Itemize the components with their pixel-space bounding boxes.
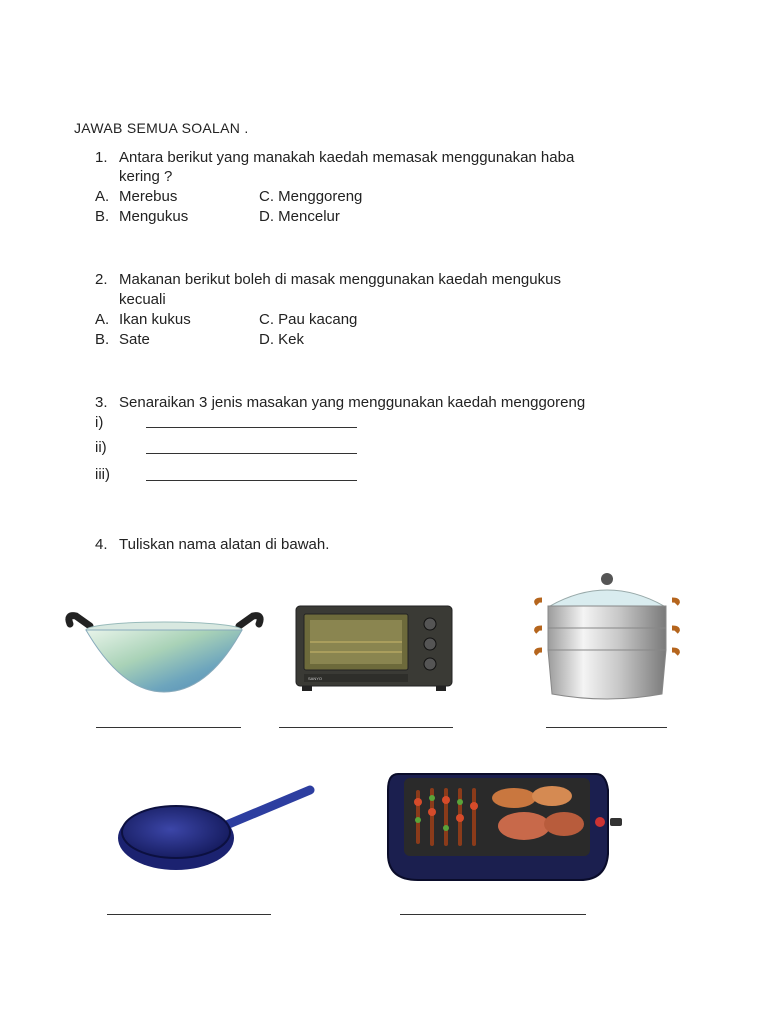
q2-option-b-letter: B. [95, 331, 110, 348]
q4-text: Tuliskan nama alatan di bawah. [119, 536, 330, 553]
q2-option-b: Sate [119, 331, 150, 348]
q1-option-d: D. Mencelur [259, 208, 340, 225]
electric-grill-image [384, 762, 624, 887]
frying-pan-answer-line[interactable] [107, 914, 271, 915]
q3-text: Senaraikan 3 jenis masakan yang menggunakan kaedah menggoreng [119, 394, 586, 411]
q2-option-a-letter: A. [95, 311, 110, 328]
wok-answer-line[interactable] [96, 727, 241, 728]
q1-text-line1: Antara berikut yang manakah kaedah memasak menggunakan haba [119, 149, 575, 166]
worksheet-heading: JAWAB SEMUA SOALAN . [74, 120, 249, 136]
q1-option-c: C. Menggoreng [259, 188, 363, 205]
frying-pan-image [112, 782, 322, 878]
q2-number: 2. [95, 271, 108, 288]
q3-answer-line-1[interactable] [146, 427, 357, 428]
oven-answer-line[interactable] [279, 727, 453, 728]
steamer-pot-image [532, 570, 682, 705]
q3-item-i: i) [95, 414, 104, 431]
q3-item-iii: iii) [95, 466, 110, 483]
q3-answer-line-3[interactable] [146, 480, 357, 481]
oven-brand-label: SANYO [308, 676, 323, 681]
wok-image [62, 600, 267, 700]
q4-number: 4. [95, 536, 108, 553]
q1-text-line2: kering ? [119, 168, 173, 185]
q2-option-c: C. Pau kacang [259, 311, 358, 328]
q2-text-line1: Makanan berikut boleh di masak menggunakan kaedah mengukus [119, 271, 561, 288]
q1-option-a-letter: A. [95, 188, 110, 205]
q3-answer-line-2[interactable] [146, 453, 357, 454]
oven-image [294, 604, 454, 692]
q1-number: 1. [95, 149, 108, 166]
q1-option-b-letter: B. [95, 208, 110, 225]
q2-text-line2: kecuali [119, 291, 166, 308]
q1-option-b: Mengukus [119, 208, 189, 225]
q3-item-ii: ii) [95, 439, 107, 456]
grill-answer-line[interactable] [400, 914, 586, 915]
q2-option-a: Ikan kukus [119, 311, 191, 328]
steamer-answer-line[interactable] [546, 727, 667, 728]
q1-option-a: Merebus [119, 188, 178, 205]
q3-number: 3. [95, 394, 108, 411]
q2-option-d: D. Kek [259, 331, 305, 348]
